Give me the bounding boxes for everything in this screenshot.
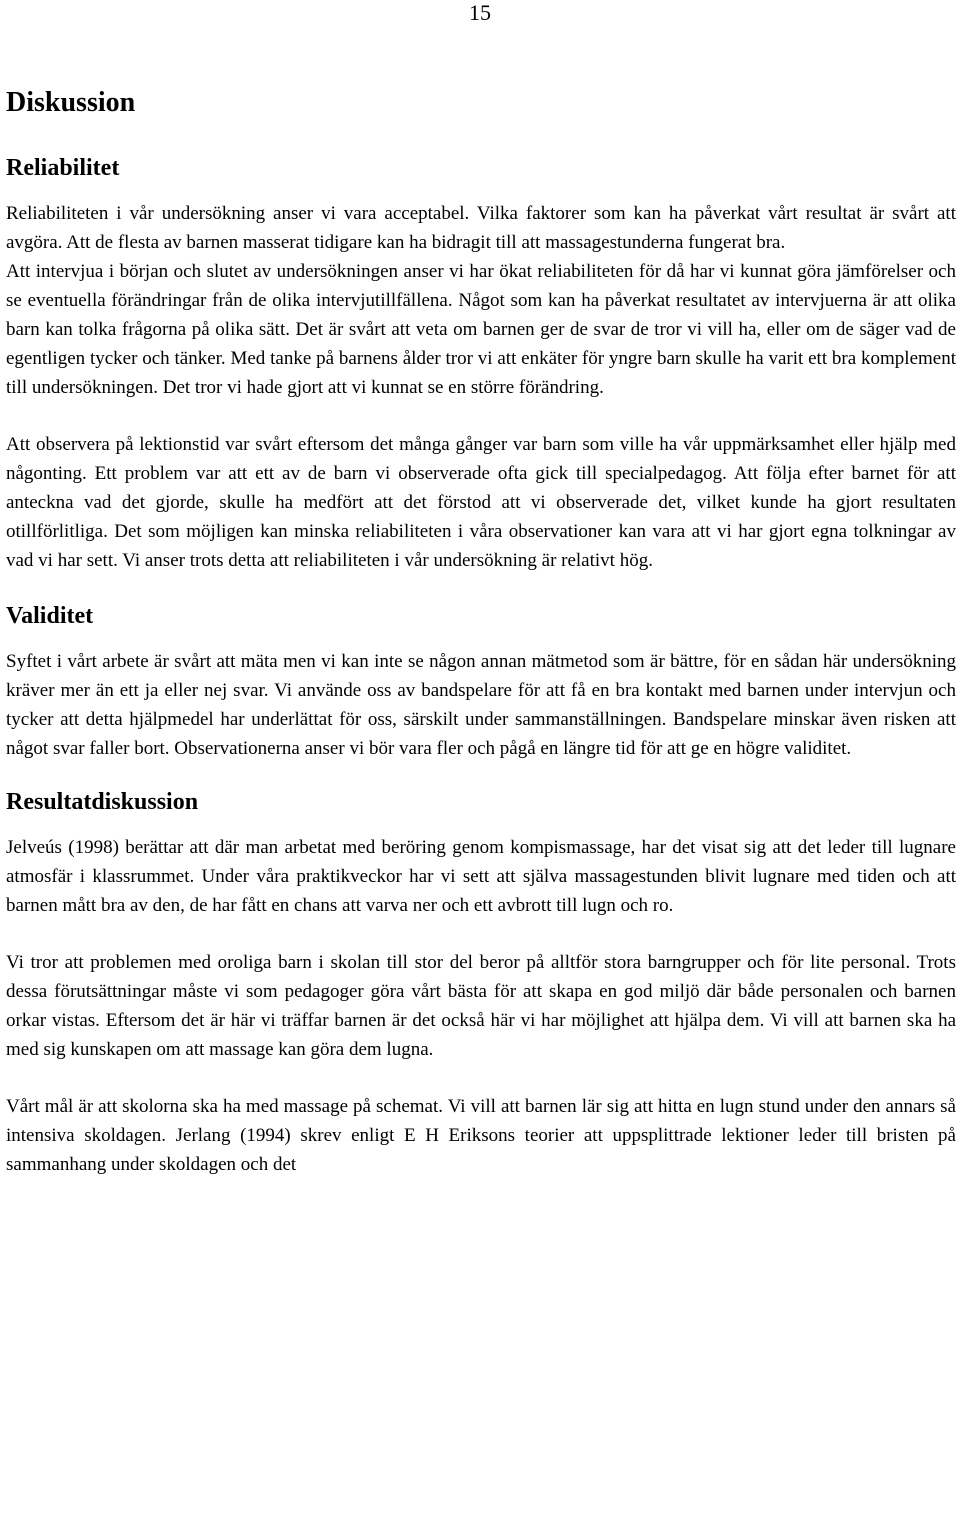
section-title-resultatdiskussion: Resultatdiskussion <box>6 789 199 815</box>
document-body <box>6 84 956 1179</box>
section-resultatdiskussion <box>6 785 956 1179</box>
section-validitet <box>6 599 956 763</box>
section-title-reliabilitet: Reliabilitet <box>6 155 120 181</box>
paragraph: Reliabiliteten i vår undersökning anser vi vara acceptabel. Vilka faktorer som kan ha påverkat vårt resultat är svårt att avgöra. Att de flesta av barnen masserat tidigare kan ha bidragit till att massagestunderna fungerat bra. <box>6 203 956 253</box>
paragraph: Jelveús (1998) berättar att där man arbetat med beröring genom kompismassage, har det visat sig att det leder till lugnare atmosfär i klassrummet. Under våra praktikveckor har vi sett att själva massagestunden blivit lugnare med tiden och att barnen mått bra av den, de har fått en chans att varva ner och ett avbrott till lugn och ro. <box>6 837 956 916</box>
section-title-validitet: Validitet <box>6 603 94 629</box>
chapter-heading: Diskussion <box>6 87 136 118</box>
paragraph: Vi tror att problemen med oroliga barn i skolan till stor del beror på alltför stora barngrupper och för lite personal. Trots dessa förutsättningar måste vi som pedagoger göra vårt bästa för att skapa en god miljö där både personalen och barnen orkar vistas. Eftersom det är här vi träffar barnen är det också här vi har möjlighet att hjälpa dem. Vi vill att barnen ska ha med sig kunskapen om att massage kan göra dem lugna. <box>6 952 956 1060</box>
paragraph: Att intervjua i början och slutet av undersökningen anser vi har ökat reliabiliteten för då har vi kunnat göra jämförelser och se eventuella förändringar från de olika intervjutillfällena. Något som kan ha påverkat resultatet av intervjuerna är att olika barn kan tolka frågorna på olika sätt. Det är svårt att veta om barnen ger de svar de tror vi vill ha, eller om de säger vad de egentligen tycker och tänker. Med tanke på barnens ålder tror vi att enkäter för yngre barn skulle ha varit ett bra komplement till undersökningen. Det tror vi hade gjort att vi kunnat se en större förändring. <box>6 261 956 398</box>
paragraph: Vårt mål är att skolorna ska ha med massage på schemat. Vi vill att barnen lär sig att hitta en lugn stund under den annars så intensiva skoldagen. Jerlang (1994) skrev enligt E H Eriksons teorier att uppsplittrade lektioner leder till bristen på sammanhang under skoldagen och det <box>6 1096 956 1175</box>
section-reliabilitet <box>6 151 956 575</box>
paragraph: Syftet i vårt arbete är svårt att mäta men vi kan inte se någon annan mätmetod som är bättre, för en sådan här undersökning kräver mer än ett ja eller nej svar. Vi använde oss av bandspelare för att få en bra kontakt med barnen under intervjun och tycker att detta hjälpmedel har underlättat för oss, särskilt under sammanställningen. Bandspelare minskar även risken att något svar faller bort. Observationerna anser vi bör vara fler och pågå en längre tid för att ge en högre validitet. <box>6 651 956 759</box>
paragraph: Att observera på lektionstid var svårt eftersom det många gånger var barn som ville ha vår uppmärksamhet eller hjälp med någonting. Ett problem var att ett av de barn vi observerade ofta gick till specialpedagog. Att följa efter barnet för att anteckna vad det gjorde, skulle ha medfört att det förstod att vi observerade det, vilket kunde ha gjort resultaten otillförlitliga. Det som möjligen kan minska reliabiliteten i våra observationer kan vara att vi har gjort egna tolkningar av vad vi har sett. Vi anser trots detta att reliabiliteten i vår undersökning är relativt hög. <box>6 434 956 571</box>
page-number: 15 <box>469 0 491 25</box>
